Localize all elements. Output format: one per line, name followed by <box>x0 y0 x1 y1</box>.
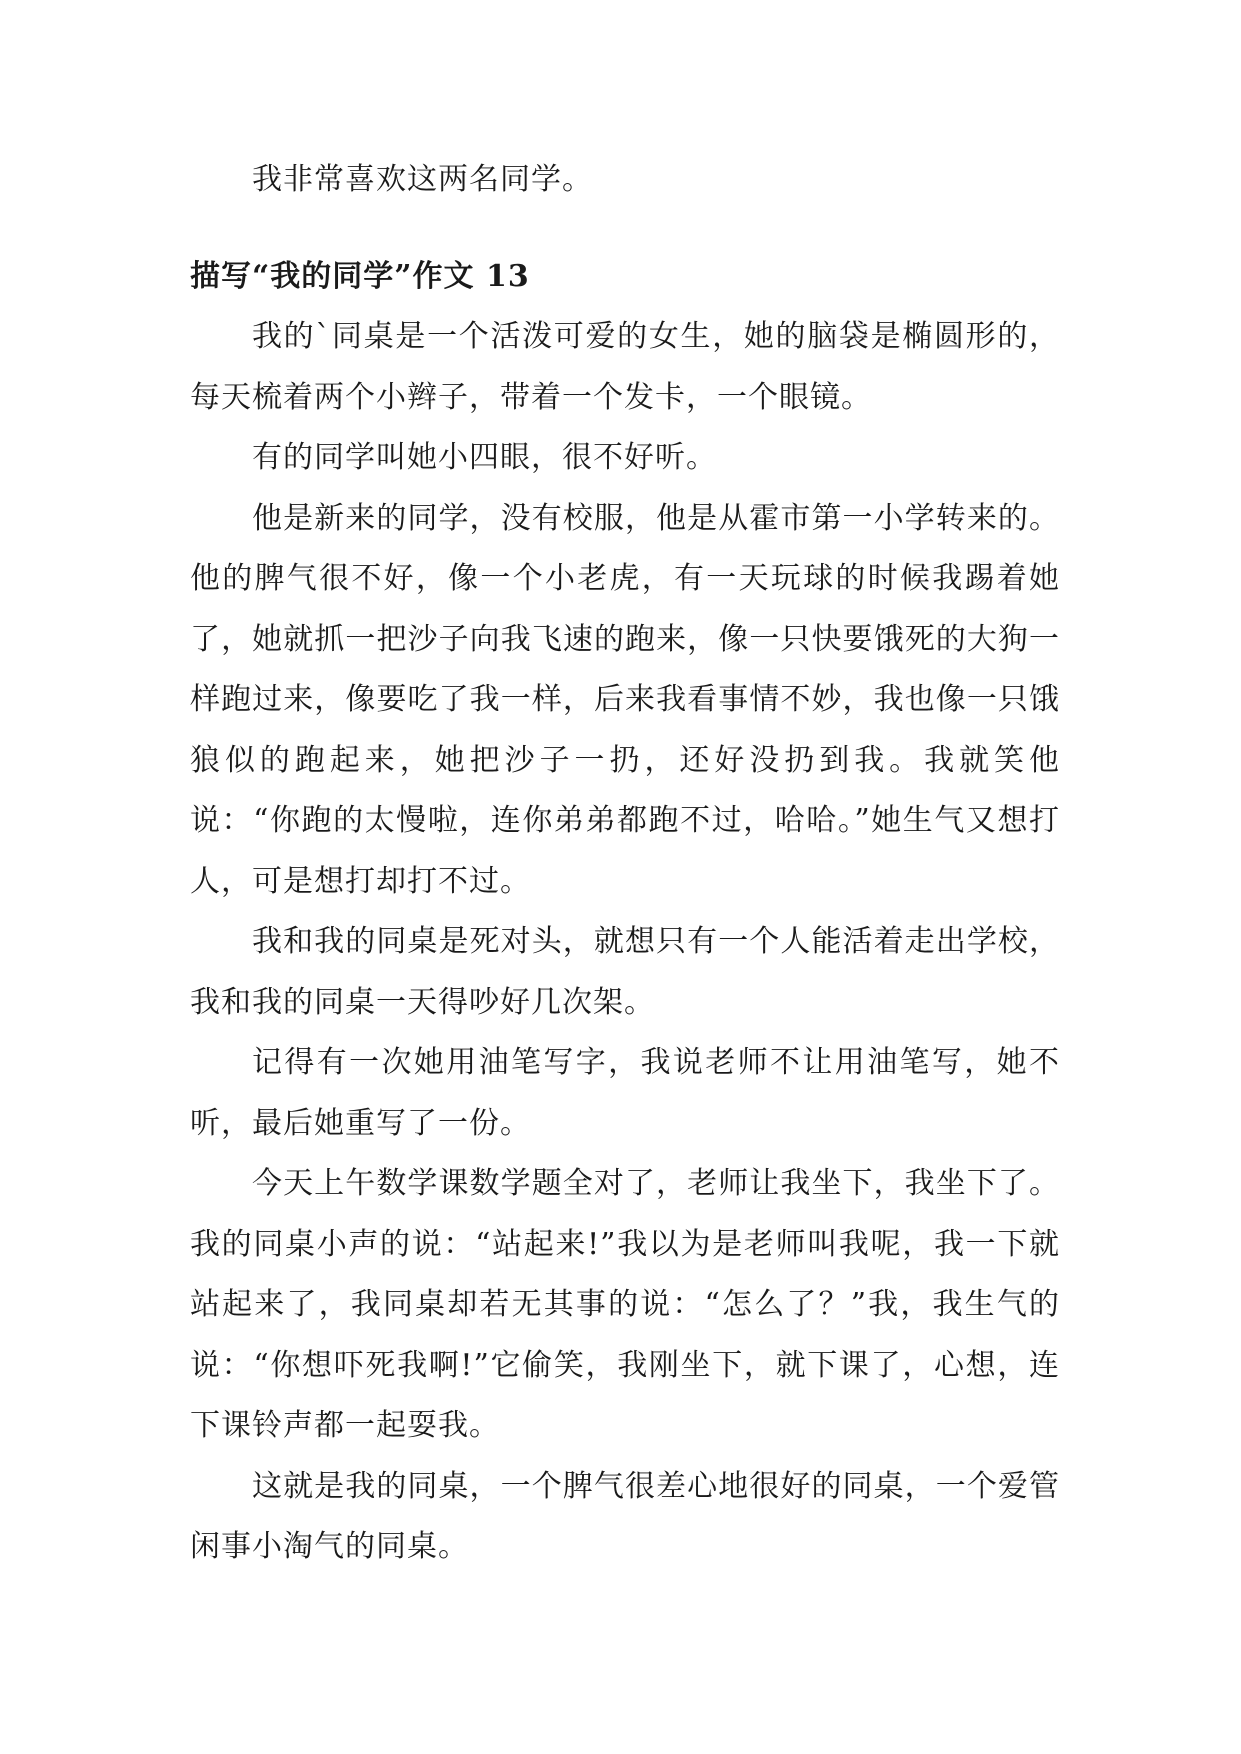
body-paragraph-1: 我的`同桌是一个活泼可爱的女生，她的脑袋是椭圆形的，每天梳着两个小辫子，带着一个发卡，一个眼镜。 <box>190 319 1060 415</box>
section-title: 描写“我的同学”作文 13 <box>190 258 530 294</box>
document-page <box>190 150 1060 1578</box>
body-paragraph-6: 今天上午数学课数学题全对了，老师让我坐下，我坐下了。我的同桌小声的说：“站起来!”我以为是老师叫我呢，我一下就站起来了，我同桌却若无其事的说：“怎么了？”我，我生气的说：“你想吓死我啊!”它偷笑，我刚坐下，就下课了，心想，连下课铃声都一起耍我。 <box>190 1166 1060 1443</box>
body-paragraph-3: 他是新来的同学，没有校服，他是从霍市第一小学转来的。他的脾气很不好，像一个小老虎，有一天玩球的时候我踢着她了，她就抓一把沙子向我飞速的跑来，像一只快要饿死的大狗一样跑过来，像要吃了我一样，后来我看事情不妙，我也像一只饿狼似的跑起来，她把沙子一扔，还好没扔到我。我就笑他说：“你跑的太慢啦，连你弟弟都跑不过，哈哈。”她生气又想打人，可是想打却打不过。 <box>190 500 1060 899</box>
body-paragraph-2: 有的同学叫她小四眼，很不好听。 <box>252 440 717 475</box>
body-paragraph-4: 我和我的同桌是死对头，就想只有一个人能活着走出学校，我和我的同桌一天得吵好几次架。 <box>190 924 1060 1020</box>
body-paragraph-7: 这就是我的同桌，一个脾气很差心地很好的同桌，一个爱管闲事小淘气的同桌。 <box>190 1468 1060 1564</box>
section-spacer <box>190 211 1060 247</box>
intro-paragraph: 我非常喜欢这两名同学。 <box>252 162 593 197</box>
body-paragraph-5: 记得有一次她用油笔写字，我说老师不让用油笔写，她不听，最后她重写了一份。 <box>190 1045 1060 1141</box>
